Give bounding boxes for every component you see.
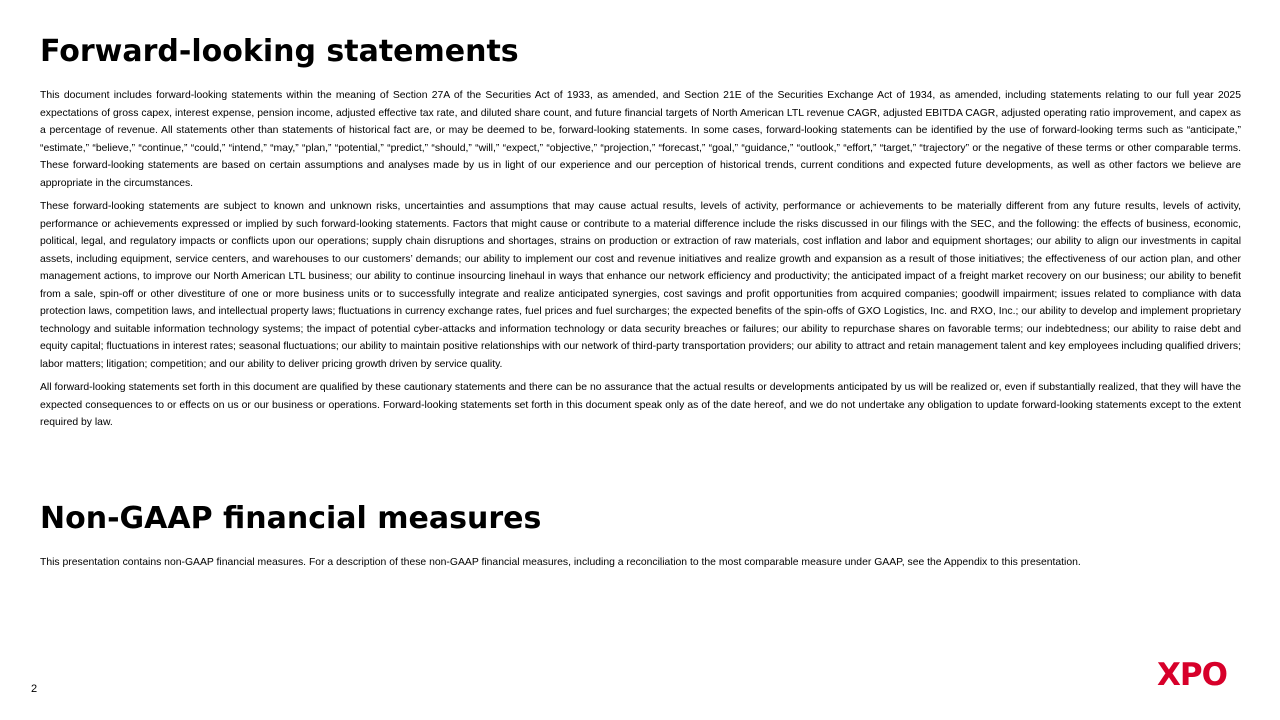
forward-paragraph-3: All forward-looking statements set forth in this document are qualified by these cautionary statements and there can be no assurance that the actual results or developments anticipated by us will be realized or, even if substantially realized, that they will have the expected consequences to or effects on us or our business or operations. Forward-looking statements set forth in this document speak only as of the date hereof, and we do not undertake any obligation to update forward-looking statements except to the extent required by law. [40, 382, 1241, 428]
xpo-logo-icon [1152, 653, 1232, 693]
non-gaap-body [40, 554, 1241, 578]
xpo-logo-text: XPO [1157, 657, 1227, 693]
forward-paragraph-1: This document includes forward-looking statements within the meaning of Section 27A of the Securities Act of 1933, as amended, and Section 21E of the Securities Exchange Act of 1934, as amended, including statements relating to our full year 2025 expectations of gross capex, interest expense, pension income, adjusted effective tax rate, and diluted share count, and future financial targets of North American LTL revenue CAGR, adjusted EBITDA CAGR, adjusted operating ratio improvement, and capex as a percentage of revenue. All statements other than statements of historical fact are, or may be deemed to be, forward-looking statements. In some cases, forward-looking statements can be identified by the use of forward-looking terms such as “anticipate,” “estimate,” “believe,” “continue,” “could,” “intend,” “may,” “plan,” “potential,” “predict,” “should,” “will,” “expect,” “objective,” “projection,” “forecast,” “goal,” “guidance,” “outlook,” “effort,” “target,” “trajectory” or the negative of these terms or other comparable terms. These forward-looking statements are based on certain assumptions and analyses made by us in light of our experience and our perception of historical trends, current conditions and expected future developments, as well as other factors we believe are appropriate in the circumstances. [40, 90, 1241, 189]
non-gaap-paragraph: This presentation contains non-GAAP financial measures. For a description of these non-GAAP financial measures, including a reconciliation to the most comparable measure under GAAP, see the Appendix to this presentation. [40, 557, 1081, 568]
forward-paragraph-2: These forward-looking statements are subject to known and unknown risks, uncertainties and assumptions that may cause actual results, levels of activity, performance or achievements to be materially different from any future results, levels of activity, performance or achievements expressed or implied by such forward-looking statements. Factors that might cause or contribute to a material difference include the risks discussed in our filings with the SEC, and the following: the effects of business, economic, political, legal, and regulatory impacts or conflicts upon our operations; supply chain disruptions and shortages, strains on production or extraction of raw materials, cost inflation and labor and equipment shortages; our ability to align our investments in capital assets, including equipment, service centers, and warehouses to our customers’ demands; our ability to implement our cost and revenue initiatives and realize growth and expansion as a result of those initiatives; the effectiveness of our action plan, and other management actions, to improve our North American LTL business; our ability to continue insourcing linehaul in ways that enhance our network efficiency and productivity; the anticipated impact of a freight market recovery on our business; our ability to benefit from a sale, spin-off or other divestiture of one or more business units or to successfully integrate and realize anticipated synergies, cost savings and profit opportunities from acquired companies; goodwill impairment; issues related to compliance with data protection laws, competition laws, and intellectual property laws; fluctuations in currency exchange rates, fuel prices and fuel surcharges; the expected benefits of the spin-offs of GXO Logistics, Inc. and RXO, Inc.; our ability to develop and implement proprietary technology and suitable information technology systems; the impact of potential cyber-attacks and information technology or data security breaches or failures; our ability to repurchase shares on favorable terms; our indebtedness; our ability to raise debt and equity capital; fluctuations in interest rates; seasonal fluctuations; our ability to maintain positive relationships with our network of third-party transportation providers; our ability to attract and retain management talent and key employees including qualified drivers; labor matters; litigation; competition; and our ability to deliver pricing growth driven by service quality. [40, 201, 1241, 370]
page-number: 2 [31, 683, 38, 695]
non-gaap-title: Non-GAAP financial measures [40, 501, 542, 536]
forward-looking-title: Forward-looking statements [40, 34, 519, 69]
forward-looking-body [40, 87, 1241, 438]
